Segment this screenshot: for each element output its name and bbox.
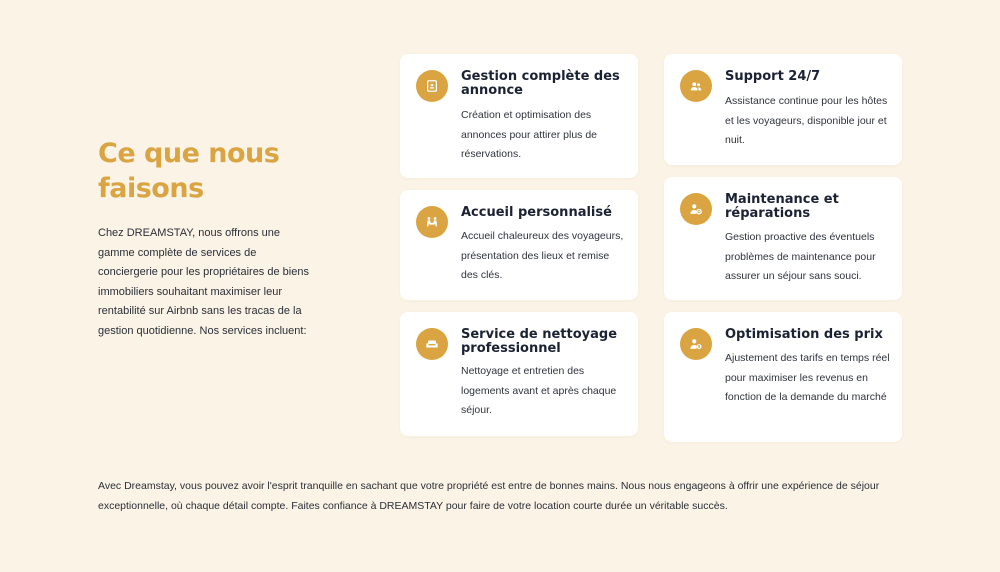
users-icon bbox=[680, 70, 712, 102]
service-card-support bbox=[664, 54, 902, 165]
intro-section bbox=[98, 136, 318, 341]
service-title: Gestion complète des annonce bbox=[461, 69, 620, 98]
section-title-line-2: faisons bbox=[98, 173, 204, 204]
service-title: Maintenance et réparations bbox=[725, 192, 839, 221]
user-dollar-icon bbox=[680, 328, 712, 360]
service-card-accueil bbox=[400, 190, 638, 300]
service-title: Support 24/7 bbox=[725, 69, 821, 84]
service-description: Nettoyage et entretien des logements avant et après chaque séjour. bbox=[461, 365, 617, 416]
service-description: Accueil chaleureux des voyageurs, présentation des lieux et remise des clés. bbox=[461, 230, 624, 281]
address-card-icon bbox=[416, 70, 448, 102]
service-card-nettoyage bbox=[400, 312, 638, 436]
service-description: Ajustement des tarifs en temps réel pour maximiser les revenus en fonction de la demande du marché bbox=[725, 352, 890, 403]
service-title: Accueil personnalisé bbox=[461, 205, 612, 220]
service-description: Assistance continue pour les hôtes et les voyageurs, disponible jour et nuit. bbox=[725, 95, 888, 146]
service-card-prix bbox=[664, 312, 902, 442]
closing-text: Avec Dreamstay, vous pouvez avoir l'esprit tranquille en sachant que votre propriété est entre de bonnes mains. Nous nous engageons à offrir une expérience de séjour exceptionnelle, où chaque détail compte. Faites confiance à DREAMSTAY pour faire de votre location courte durée un véritable succès. bbox=[98, 480, 880, 512]
service-card-maintenance bbox=[664, 177, 902, 300]
service-description: Création et optimisation des annonces pour attirer plus de réservations. bbox=[461, 109, 598, 160]
section-title-line-1: Ce que nous bbox=[98, 138, 280, 169]
section-title bbox=[98, 136, 318, 206]
svg-text:$: $ bbox=[697, 344, 701, 350]
user-gear-icon bbox=[680, 193, 712, 225]
handshake-icon bbox=[416, 206, 448, 238]
service-title: Service de nettoyage professionnel bbox=[461, 327, 618, 356]
service-card-gestion bbox=[400, 54, 638, 178]
sofa-icon bbox=[416, 328, 448, 360]
service-title: Optimisation des prix bbox=[725, 327, 883, 342]
service-description: Gestion proactive des éventuels problèmes de maintenance pour assurer un séjour sans souci. bbox=[725, 231, 876, 282]
intro-text: Chez DREAMSTAY, nous offrons une gamme complète de services de conciergerie pour les propriétaires de biens immobiliers souhaitant maximiser leur rentabilité sur Airbnb sans les tracas de la gestion quotidienne. Nos services incluent: bbox=[98, 227, 309, 337]
